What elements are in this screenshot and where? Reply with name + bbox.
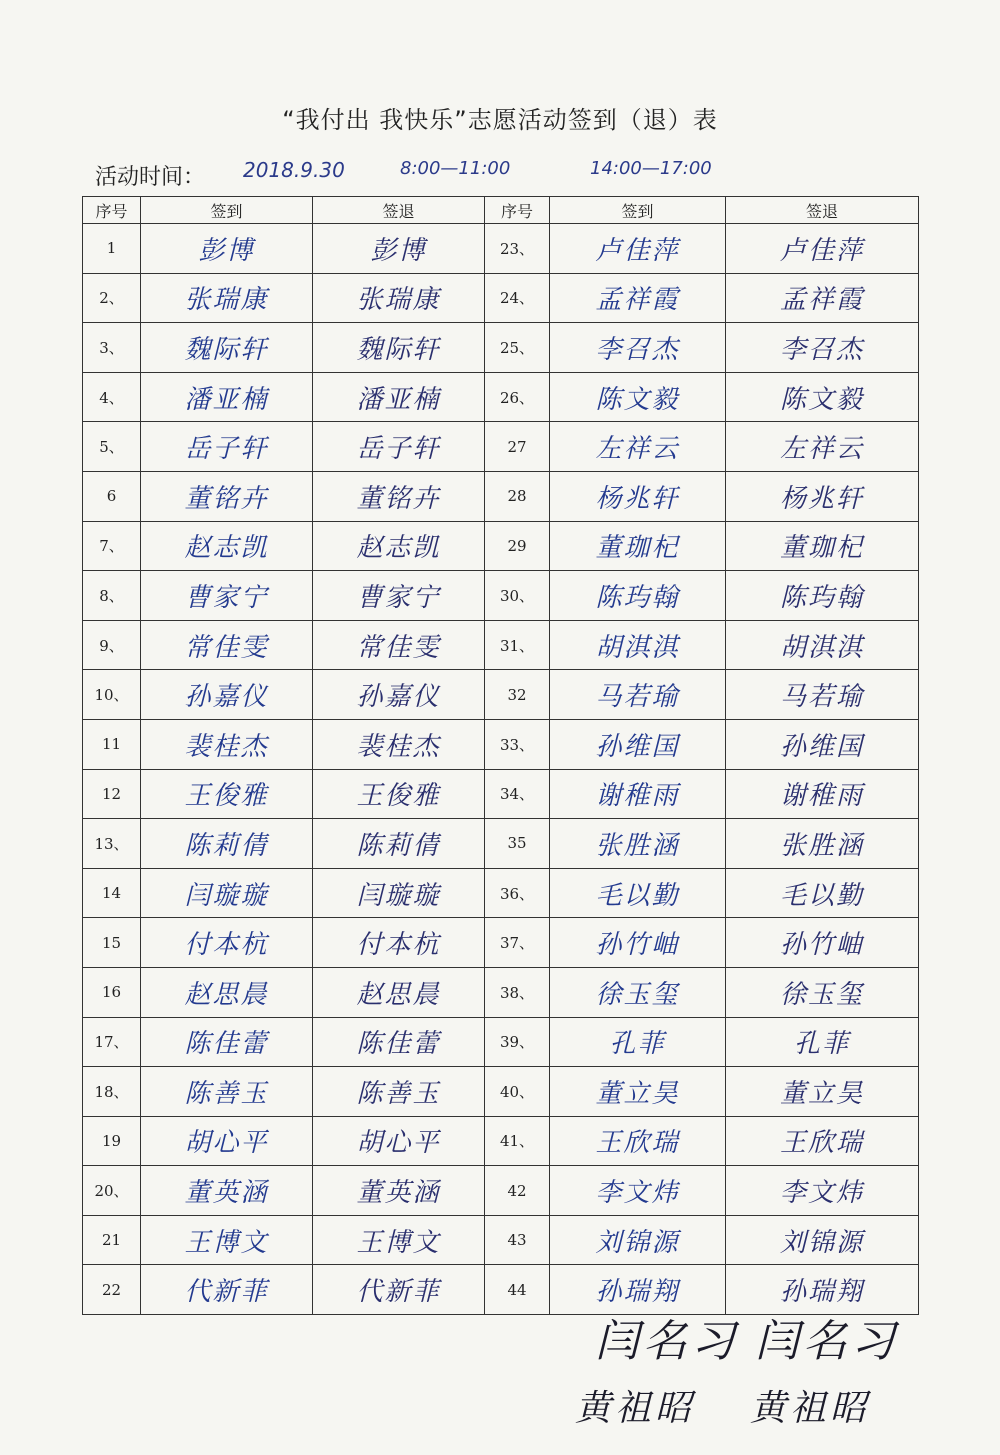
table-row xyxy=(83,1166,919,1216)
sign-in-signature-right: 孔菲 xyxy=(550,1017,726,1067)
header-sign-out-left: 签退 xyxy=(313,197,485,224)
sign-in-signature-right: 董珈杞 xyxy=(550,521,726,571)
table-row xyxy=(83,769,919,819)
sign-out-signature-left: 岳子轩 xyxy=(313,422,485,472)
sign-out-signature-left: 董铭卉 xyxy=(313,471,485,521)
sign-in-signature-left: 闫璇璇 xyxy=(141,868,313,918)
sign-in-signature-left: 董铭卉 xyxy=(141,471,313,521)
sign-in-signature-left: 彭博 xyxy=(141,224,313,274)
row-number-left: 3、 xyxy=(83,323,141,373)
sign-out-signature-left: 张瑞康 xyxy=(313,273,485,323)
header-sign-in-left: 签到 xyxy=(141,197,313,224)
sign-out-signature-right: 董立昊 xyxy=(726,1067,919,1117)
row-number-right: 33、 xyxy=(485,719,550,769)
row-number-left: 22 xyxy=(83,1265,141,1315)
sign-out-signature-left: 裴桂杰 xyxy=(313,719,485,769)
sign-out-signature-left: 代新菲 xyxy=(313,1265,485,1315)
table-row xyxy=(83,273,919,323)
sign-out-signature-left: 陈善玉 xyxy=(313,1067,485,1117)
table-row xyxy=(83,620,919,670)
sign-out-signature-right: 张胜涵 xyxy=(726,819,919,869)
sign-in-signature-right: 徐玉玺 xyxy=(550,967,726,1017)
sign-in-signature-left: 代新菲 xyxy=(141,1265,313,1315)
sign-out-signature-left: 魏际轩 xyxy=(313,323,485,373)
activity-morning-time: 8:00—11:00 xyxy=(400,158,511,179)
sign-out-signature-left: 彭博 xyxy=(313,224,485,274)
sign-in-signature-left: 岳子轩 xyxy=(141,422,313,472)
sign-out-signature-left: 常佳雯 xyxy=(313,620,485,670)
sign-in-signature-right: 孙维国 xyxy=(550,719,726,769)
table-row xyxy=(83,571,919,621)
sign-out-signature-left: 董英涵 xyxy=(313,1166,485,1216)
sign-in-signature-left: 王博文 xyxy=(141,1215,313,1265)
sign-in-signature-left: 赵志凯 xyxy=(141,521,313,571)
sign-in-signature-right: 孟祥霞 xyxy=(550,273,726,323)
sign-in-signature-left: 陈佳蕾 xyxy=(141,1017,313,1067)
table-row xyxy=(83,918,919,968)
supervisor-signature: 黄祖昭 xyxy=(750,1388,871,1429)
sign-in-signature-left: 裴桂杰 xyxy=(141,719,313,769)
sign-out-signature-right: 毛以勤 xyxy=(726,868,919,918)
row-number-right: 28 xyxy=(485,471,550,521)
sign-out-signature-left: 孙嘉仪 xyxy=(313,670,485,720)
row-number-right: 24、 xyxy=(485,273,550,323)
sign-out-signature-left: 曹家宁 xyxy=(313,571,485,621)
sign-out-signature-left: 王博文 xyxy=(313,1215,485,1265)
sign-out-signature-right: 孙维国 xyxy=(726,719,919,769)
sign-out-signature-right: 王欣瑞 xyxy=(726,1116,919,1166)
row-number-right: 39、 xyxy=(485,1017,550,1067)
header-sign-out-right: 签退 xyxy=(726,197,919,224)
activity-time-label: 活动时间： xyxy=(95,165,206,190)
sign-out-signature-right: 刘锦源 xyxy=(726,1215,919,1265)
row-number-left: 2、 xyxy=(83,273,141,323)
row-number-left: 19 xyxy=(83,1116,141,1166)
sign-out-signature-left: 王俊雅 xyxy=(313,769,485,819)
table-row xyxy=(83,1017,919,1067)
row-number-left: 1 xyxy=(83,224,141,274)
row-number-left: 8、 xyxy=(83,571,141,621)
sign-in-signature-right: 左祥云 xyxy=(550,422,726,472)
sign-in-signature-left: 魏际轩 xyxy=(141,323,313,373)
sign-in-signature-left: 陈莉倩 xyxy=(141,819,313,869)
table-row xyxy=(83,868,919,918)
row-number-left: 9、 xyxy=(83,620,141,670)
activity-date: 2018.9.30 xyxy=(243,158,345,182)
table-row xyxy=(83,719,919,769)
table-row xyxy=(83,521,919,571)
table-row xyxy=(83,1067,919,1117)
sign-in-signature-right: 陈文毅 xyxy=(550,372,726,422)
sign-in-signature-left: 胡心平 xyxy=(141,1116,313,1166)
row-number-right: 26、 xyxy=(485,372,550,422)
row-number-right: 36、 xyxy=(485,868,550,918)
sign-out-signature-left: 闫璇璇 xyxy=(313,868,485,918)
sign-out-signature-right: 杨兆轩 xyxy=(726,471,919,521)
sign-in-signature-right: 刘锦源 xyxy=(550,1215,726,1265)
row-number-right: 37、 xyxy=(485,918,550,968)
sign-out-signature-right: 徐玉玺 xyxy=(726,967,919,1017)
row-number-right: 40、 xyxy=(485,1067,550,1117)
sign-out-signature-left: 赵志凯 xyxy=(313,521,485,571)
supervisor-signature: 黄祖昭 xyxy=(575,1388,696,1429)
activity-afternoon-time: 14:00—17:00 xyxy=(590,158,712,179)
row-number-left: 11 xyxy=(83,719,141,769)
row-number-right: 25、 xyxy=(485,323,550,373)
sign-in-signature-right: 卢佳萍 xyxy=(550,224,726,274)
activity-time-line xyxy=(95,158,915,194)
sign-out-signature-right: 董珈杞 xyxy=(726,521,919,571)
supervisor-signature: 闫名习 xyxy=(595,1316,739,1367)
row-number-right: 30、 xyxy=(485,571,550,621)
sign-out-signature-right: 谢稚雨 xyxy=(726,769,919,819)
sign-out-signature-left: 赵思晨 xyxy=(313,967,485,1017)
sign-in-signature-right: 孙瑞翔 xyxy=(550,1265,726,1315)
row-number-left: 12 xyxy=(83,769,141,819)
sign-in-signature-right: 张胜涵 xyxy=(550,819,726,869)
sign-out-signature-right: 孙竹岫 xyxy=(726,918,919,968)
row-number-left: 14 xyxy=(83,868,141,918)
sign-out-signature-left: 陈莉倩 xyxy=(313,819,485,869)
sign-out-signature-right: 孟祥霞 xyxy=(726,273,919,323)
row-number-left: 13、 xyxy=(83,819,141,869)
sign-out-signature-right: 卢佳萍 xyxy=(726,224,919,274)
row-number-right: 34、 xyxy=(485,769,550,819)
sign-in-signature-left: 付本杭 xyxy=(141,918,313,968)
row-number-right: 27 xyxy=(485,422,550,472)
supervisor-signature: 闫名习 xyxy=(755,1316,899,1367)
sign-out-signature-right: 李召杰 xyxy=(726,323,919,373)
sign-out-signature-right: 陈玙翰 xyxy=(726,571,919,621)
row-number-left: 18、 xyxy=(83,1067,141,1117)
sign-in-signature-right: 董立昊 xyxy=(550,1067,726,1117)
row-number-left: 4、 xyxy=(83,372,141,422)
sign-in-signature-right: 孙竹岫 xyxy=(550,918,726,968)
row-number-right: 35 xyxy=(485,819,550,869)
table-row xyxy=(83,670,919,720)
sign-in-signature-right: 王欣瑞 xyxy=(550,1116,726,1166)
row-number-right: 23、 xyxy=(485,224,550,274)
sign-in-signature-left: 王俊雅 xyxy=(141,769,313,819)
table-row xyxy=(83,471,919,521)
row-number-left: 15 xyxy=(83,918,141,968)
table-row xyxy=(83,323,919,373)
sign-out-signature-right: 李文炜 xyxy=(726,1166,919,1216)
sign-in-signature-right: 马若瑜 xyxy=(550,670,726,720)
table-row xyxy=(83,224,919,274)
table-row xyxy=(83,819,919,869)
row-number-left: 6 xyxy=(83,471,141,521)
row-number-right: 43 xyxy=(485,1215,550,1265)
sign-out-signature-right: 孙瑞翔 xyxy=(726,1265,919,1315)
sign-in-signature-left: 陈善玉 xyxy=(141,1067,313,1117)
sign-out-signature-left: 潘亚楠 xyxy=(313,372,485,422)
sign-in-signature-right: 李文炜 xyxy=(550,1166,726,1216)
sign-in-signature-right: 李召杰 xyxy=(550,323,726,373)
sign-in-signature-right: 谢稚雨 xyxy=(550,769,726,819)
row-number-left: 17、 xyxy=(83,1017,141,1067)
sign-out-signature-right: 胡淇淇 xyxy=(726,620,919,670)
sign-out-signature-right: 陈文毅 xyxy=(726,372,919,422)
sheet-title: “我付出 我快乐”志愿活动签到（退）表 xyxy=(282,106,718,134)
sign-out-signature-right: 左祥云 xyxy=(726,422,919,472)
table-row xyxy=(83,422,919,472)
sign-in-signature-left: 赵思晨 xyxy=(141,967,313,1017)
sign-out-signature-right: 马若瑜 xyxy=(726,670,919,720)
sign-in-signature-right: 胡淇淇 xyxy=(550,620,726,670)
row-number-right: 44 xyxy=(485,1265,550,1315)
header-sign-in-right: 签到 xyxy=(550,197,726,224)
row-number-left: 16 xyxy=(83,967,141,1017)
row-number-right: 31、 xyxy=(485,620,550,670)
sign-in-signature-right: 毛以勤 xyxy=(550,868,726,918)
row-number-left: 7、 xyxy=(83,521,141,571)
row-number-left: 20、 xyxy=(83,1166,141,1216)
sign-out-signature-left: 陈佳蕾 xyxy=(313,1017,485,1067)
sign-table xyxy=(82,196,919,1315)
sign-in-signature-right: 杨兆轩 xyxy=(550,471,726,521)
table-row xyxy=(83,1116,919,1166)
table-row xyxy=(83,1215,919,1265)
sign-in-signature-left: 孙嘉仪 xyxy=(141,670,313,720)
row-number-left: 10、 xyxy=(83,670,141,720)
sign-in-signature-left: 潘亚楠 xyxy=(141,372,313,422)
row-number-right: 42 xyxy=(485,1166,550,1216)
header-seq-left: 序号 xyxy=(83,197,141,224)
sign-in-signature-left: 董英涵 xyxy=(141,1166,313,1216)
sign-out-signature-right: 孔菲 xyxy=(726,1017,919,1067)
sign-in-signature-left: 张瑞康 xyxy=(141,273,313,323)
sign-out-signature-left: 付本杭 xyxy=(313,918,485,968)
sign-out-signature-left: 胡心平 xyxy=(313,1116,485,1166)
row-number-right: 32 xyxy=(485,670,550,720)
sign-in-signature-left: 曹家宁 xyxy=(141,571,313,621)
header-seq-right: 序号 xyxy=(485,197,550,224)
sign-in-signature-left: 常佳雯 xyxy=(141,620,313,670)
sign-in-signature-right: 陈玙翰 xyxy=(550,571,726,621)
table-row xyxy=(83,967,919,1017)
table-header-row xyxy=(83,197,919,224)
row-number-left: 5、 xyxy=(83,422,141,472)
table-row xyxy=(83,372,919,422)
row-number-right: 29 xyxy=(485,521,550,571)
row-number-left: 21 xyxy=(83,1215,141,1265)
row-number-right: 41、 xyxy=(485,1116,550,1166)
row-number-right: 38、 xyxy=(485,967,550,1017)
